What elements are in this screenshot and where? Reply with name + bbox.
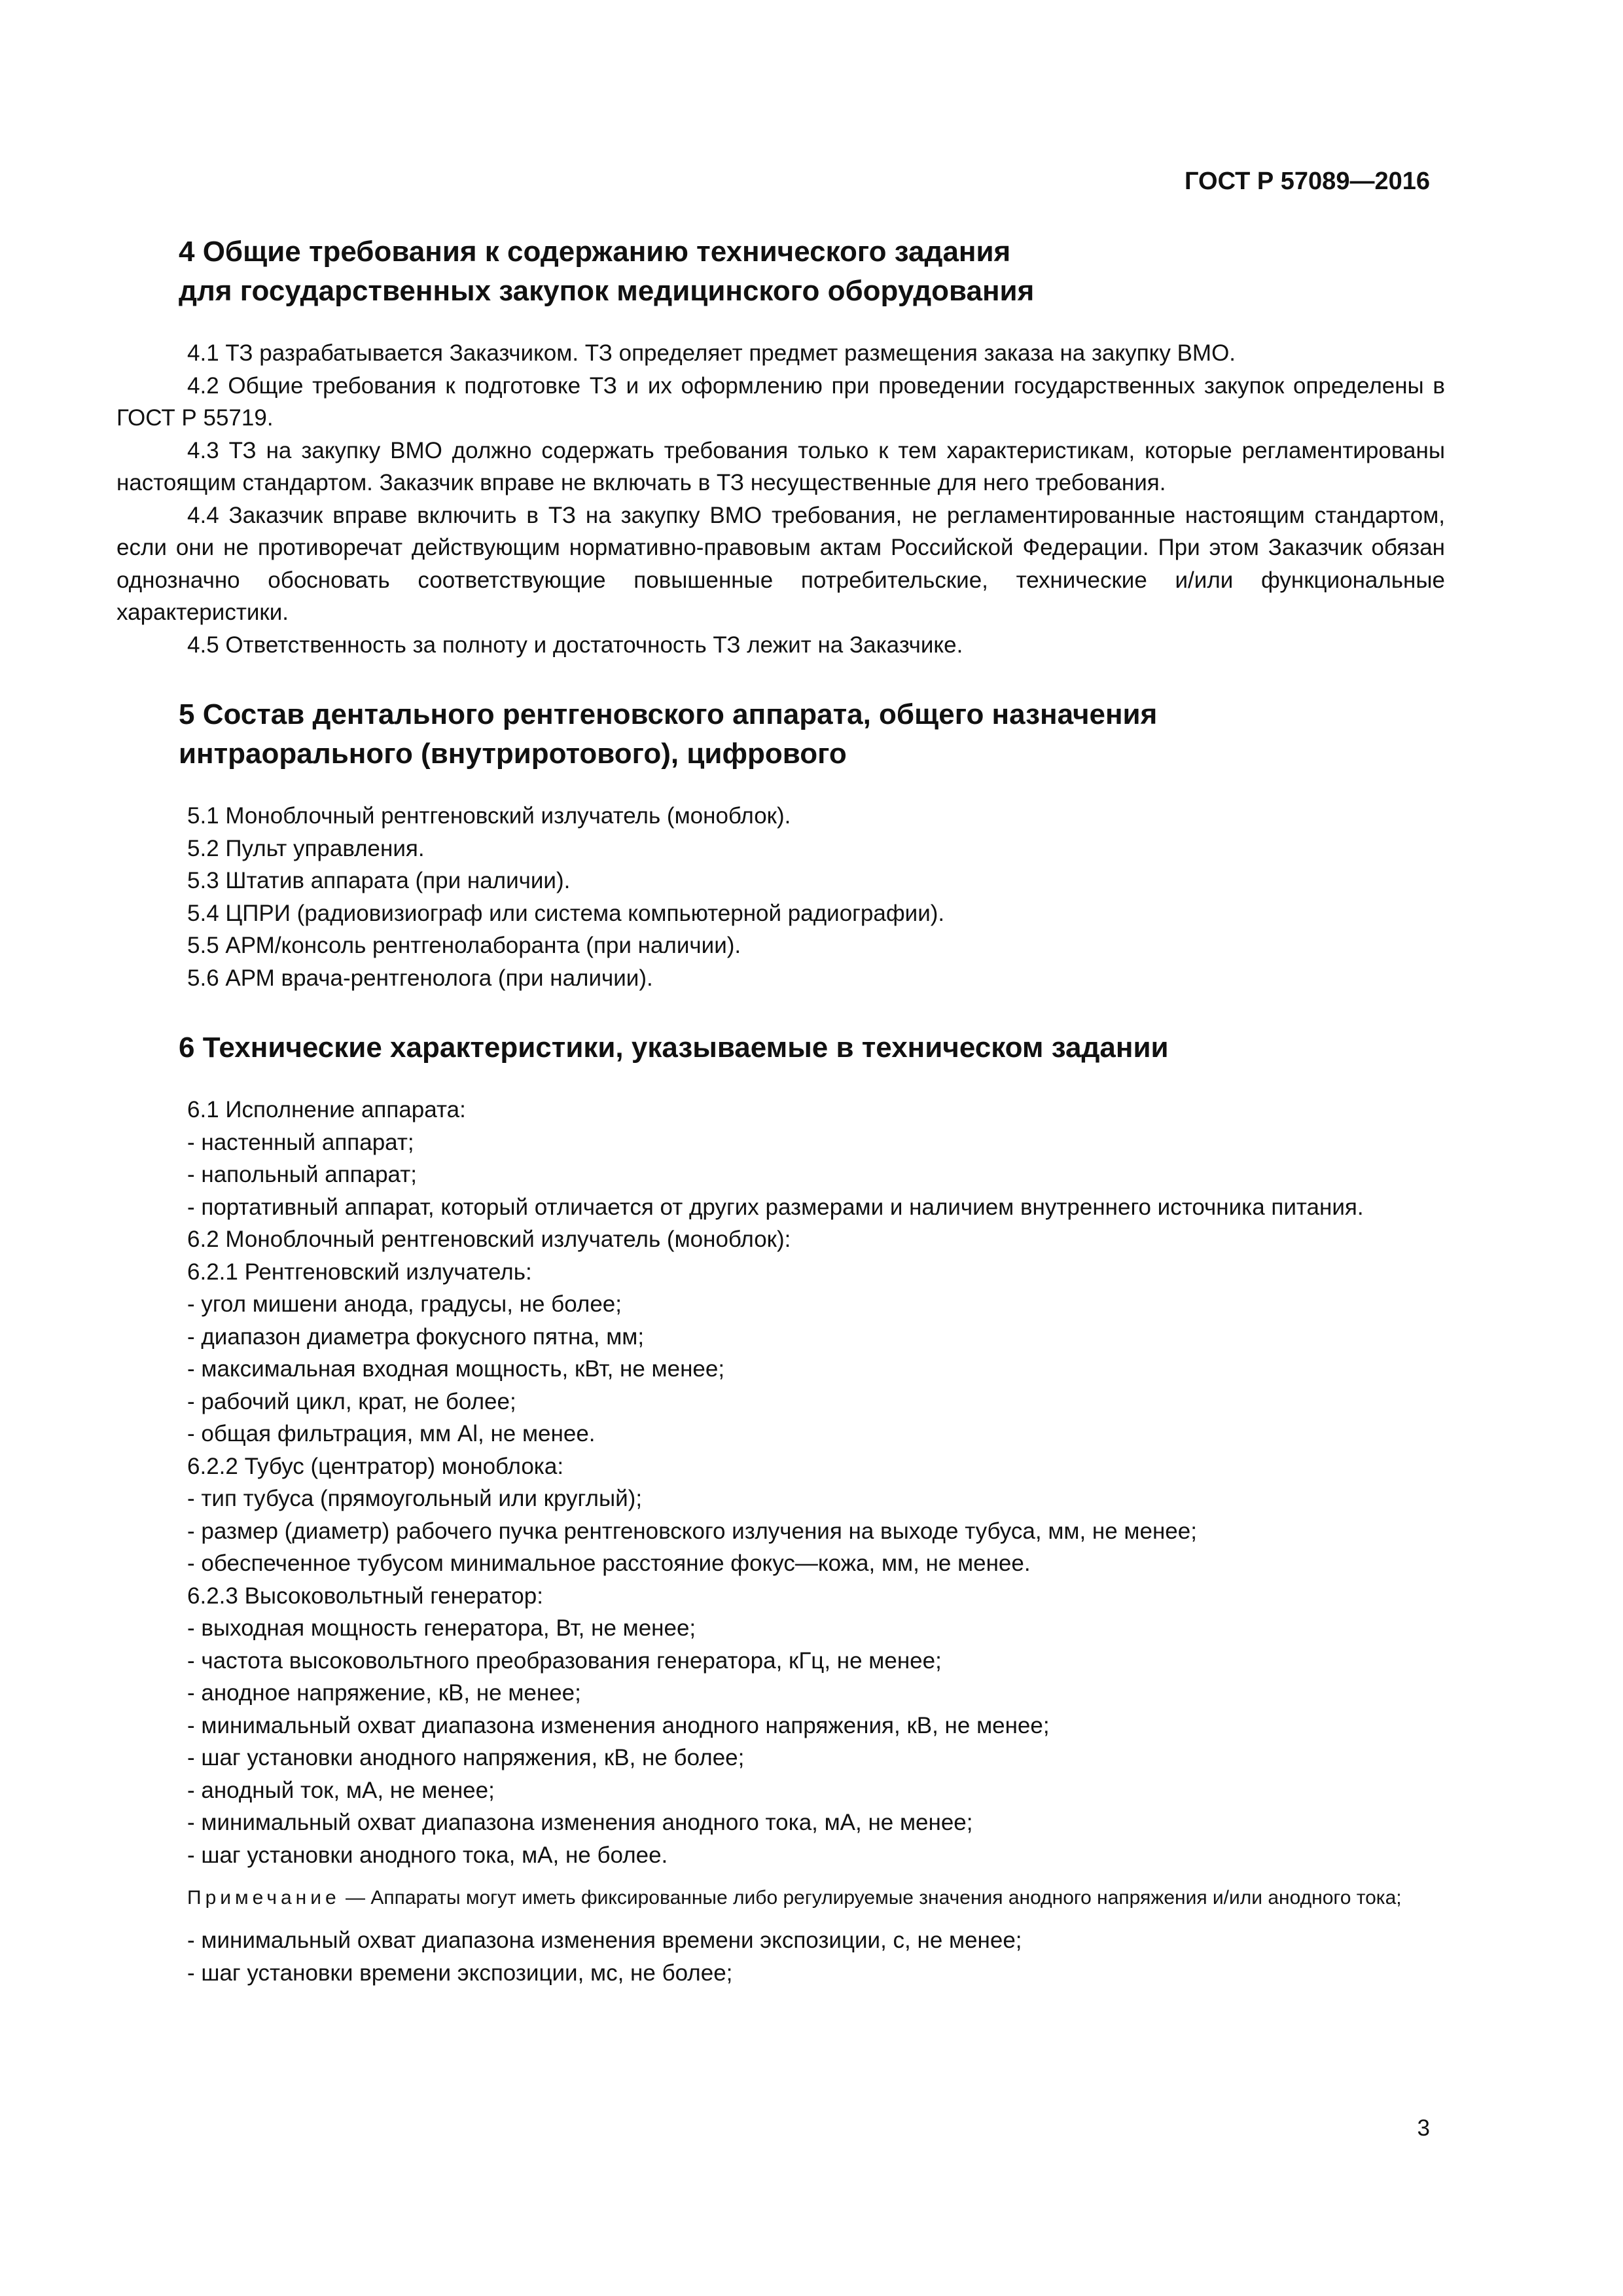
list-item: 5.2 Пульт управления. [187, 835, 425, 861]
list-item: - минимальный охват диапазона изменения времени экспозиции, с, не менее; [187, 1928, 1022, 1953]
note-text: — Аппараты могут иметь фиксированные либо регулируемые значения анодного напряжения и/или анодного тока; [340, 1887, 1402, 1909]
list-item: - напольный аппарат; [187, 1162, 417, 1187]
paragraph-4-5: 4.5 Ответственность за полноту и достаточность ТЗ лежит на Заказчике. [187, 632, 963, 658]
paragraph-4-3: 4.3 ТЗ на закупку ВМО должно содержать требования только к тем характеристикам, которые регламентированы настоящим стандартом. Заказчик вправе не включать в ТЗ несущественные для него требования. [116, 437, 1445, 495]
list-item: - выходная мощность генератора, Вт, не менее; [187, 1615, 696, 1641]
paragraph-4-4: 4.4 Заказчик вправе включить в ТЗ на закупку ВМО требования, не регламентированные настоящим стандартом, если они не противоречат действующим нормативно-правовым актам Российской Федерации. При этом Заказчик обязан однозначно обосновать соответствующие повышенные потребительские, технические и/или функциональные характеристики. [116, 502, 1445, 625]
list-item: - рабочий цикл, крат, не более; [187, 1388, 516, 1414]
list-item: - настенный аппарат; [187, 1129, 414, 1155]
note-label: Примечание [187, 1887, 340, 1909]
page-number: 3 [1417, 2115, 1430, 2141]
section-5-list [116, 800, 1445, 994]
list-item: - общая фильтрация, мм Al, не менее. [187, 1421, 596, 1446]
list-item: - анодное напряжение, кВ, не менее; [187, 1680, 581, 1706]
list-item: 6.2.2 Тубус (центратор) моноблока: [187, 1453, 564, 1479]
section-6-list-continued [116, 1924, 1445, 1989]
document-content [116, 232, 1445, 1989]
list-item: 5.1 Моноблочный рентгеновский излучатель (моноблок). [187, 803, 791, 829]
list-item: - угол мишени анода, градусы, не более; [187, 1291, 622, 1317]
list-item: 5.3 Штатив аппарата (при наличии). [187, 868, 571, 893]
section-5-heading-line-1: 5 Состав дентального рентгеновского аппарата, общего назначения [179, 698, 1158, 730]
list-item: - размер (диаметр) рабочего пучка рентгеновского излучения на выходе тубуса, мм, не менее; [187, 1518, 1197, 1544]
list-item: - шаг установки анодного напряжения, кВ, не более; [187, 1745, 745, 1770]
list-item: 5.4 ЦПРИ (радиовизиограф или система компьютерной радиографии). [187, 900, 945, 926]
list-item: - шаг установки анодного тока, мА, не более. [187, 1842, 668, 1868]
section-6-heading-line: 6 Технические характеристики, указываемые в техническом задании [179, 1031, 1169, 1064]
section-6-list [116, 1094, 1445, 1871]
list-item: - частота высоковольтного преобразования генератора, кГц, не менее; [187, 1647, 942, 1674]
document-code: ГОСТ Р 57089—2016 [1185, 168, 1430, 195]
list-item: - диапазон диаметра фокусного пятна, мм; [187, 1323, 645, 1350]
list-item: 5.6 АРМ врача-рентгенолога (при наличии). [187, 965, 653, 991]
list-item: 6.1 Исполнение аппарата: [187, 1097, 466, 1122]
list-item: - минимальный охват диапазона изменения анодного тока, мА, не менее; [187, 1810, 973, 1835]
list-item: 6.2.3 Высоковольтный генератор: [187, 1583, 543, 1609]
list-item: - шаг установки времени экспозиции, мс, не более; [187, 1960, 733, 1986]
list-item: - тип тубуса (прямоугольный или круглый); [187, 1486, 643, 1511]
section-4-heading [116, 232, 1445, 311]
list-item: 6.2 Моноблочный рентгеновский излучатель (моноблок): [187, 1227, 791, 1252]
note-block [116, 1883, 1445, 1912]
list-item: - анодный ток, мА, не менее; [187, 1777, 495, 1803]
list-item: - минимальный охват диапазона изменения анодного напряжения, кВ, не менее; [187, 1712, 1050, 1738]
section-4-heading-line-2: для государственных закупок медицинского оборудования [179, 275, 1035, 307]
paragraph-4-2: 4.2 Общие требования к подготовке ТЗ и их оформлению при проведении государственных закупок определены в ГОСТ Р 55719. [116, 372, 1445, 431]
section-5-heading [116, 695, 1445, 774]
section-4-heading-line-1: 4 Общие требования к содержанию технического задания [179, 236, 1011, 268]
list-item: 6.2.1 Рентгеновский излучатель: [187, 1259, 532, 1285]
list-item: - максимальная входная мощность, кВт, не менее; [187, 1356, 725, 1382]
section-6-heading [116, 1028, 1445, 1067]
list-item: 5.5 АРМ/консоль рентгенолаборанта (при наличии). [187, 933, 741, 958]
section-5-heading-line-2: интраорального (внутриротового), цифрового [179, 738, 847, 770]
list-item: - обеспеченное тубусом минимальное расстояние фокус—кожа, мм, не менее. [187, 1551, 1031, 1576]
paragraph-4-1: 4.1 ТЗ разрабатывается Заказчиком. ТЗ определяет предмет размещения заказа на закупку ВМО. [187, 340, 1236, 366]
list-item: - портативный аппарат, который отличается от других размерами и наличием внутреннего источника питания. [187, 1194, 1364, 1220]
